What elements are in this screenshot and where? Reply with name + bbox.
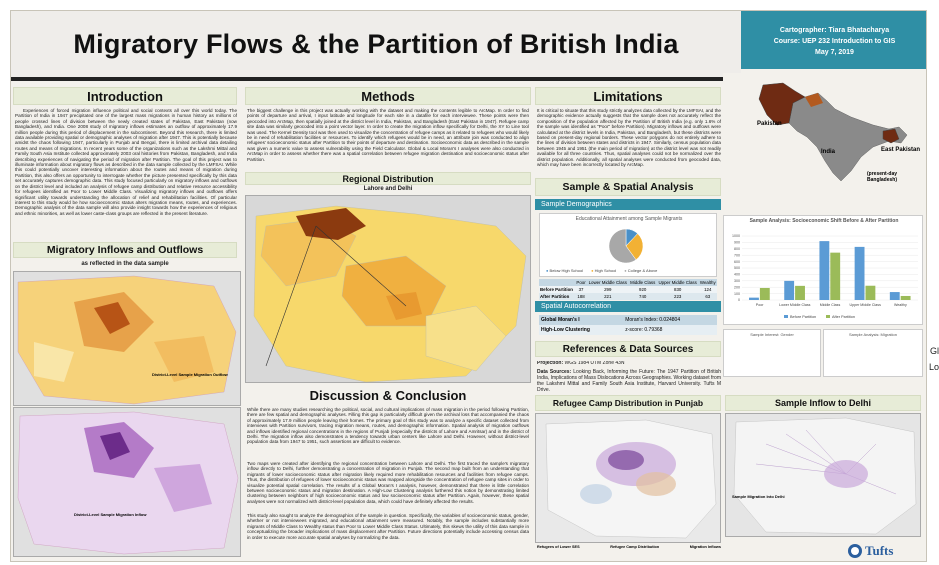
- demographics-table: [539, 279, 717, 300]
- socioeconomic-chart: [723, 215, 923, 325]
- y-tick-label: 0: [738, 298, 740, 303]
- x-tick-label: Lower Middle Class: [779, 303, 811, 307]
- autocorrelation-table: [539, 315, 717, 335]
- y-tick-label: 400: [734, 272, 740, 277]
- y-tick-label: 600: [734, 259, 740, 264]
- discussion-text-1: While there are many studies researching the political, social, and cultural implications of mass migration in the period following Partition, there are few spatial and demographic analyses. Filling this gap is particularly difficult given the archival loss that accompanied the chaos of approximately 17.9 million people leaving their homes. The primary goal of this study was to analyze a specific dataset collected from interviews with Partition survivors, tracing migration means, routes, and demographic information. Spatial analysis of migration outflows and inflows identified regional concentrations in the regions of Punjab (especially the districts of Lahore and Amritsar) and in the district of Delhi. The migration inflow also demonstrates a tendency towards urban centers like Lahore and Delhi. However, without district-level population data from 1947 to 1951, such assertions are difficult to evidence.: [247, 407, 529, 445]
- y-tick-label: 500: [734, 266, 740, 271]
- sources-label: Data Sources:: [537, 369, 572, 375]
- table-row: High-Low Clustering z-score: 0.79368: [539, 325, 717, 335]
- regional-heading: Regional Distribution: [245, 172, 531, 185]
- methods-heading: Methods: [245, 87, 531, 105]
- poster: [10, 10, 927, 562]
- legend-refugees-lower-ses: Refugees of Lower SES: [537, 545, 580, 549]
- delhi-heading: Sample Inflow to Delhi: [725, 395, 921, 411]
- credits-box: [741, 11, 927, 69]
- migration-chart-title: Sample Analysis: Migration: [848, 332, 898, 337]
- regional-map: [245, 195, 531, 383]
- introduction-text: Experiences of forced migration influence political and social contexts all over this world today. The Partition of India in 1947 precipitated one of the largest mass migrations in human history as millions of people crossed lines of division between the newly created states of Pakistan, East Pakistan (now Bangladesh), and India. One 2008 study of migratory inflows estimates an outflow of approximately 17.9 million people during this period of displacement in the subcontinent. Beyond this research, there is limited data available providing spatial or demographic analyses of migration after 1947. This is potentially because amidst the chaos following 1947, particularly in Punjab and Bengal, there is limited archival data detailing routes and means of migrations. In recent years some of the organizations such as the Lakshmi Mittal and Family South Asia Institute collected approximately 2003 oral histories from Pakistan, Bangladesh, and India describing experiences of navigating the period of migration after Partition. The goal of this project was to illuminate information about migratory flows as described in the data sample collected by the LMFSAI. While this could potentially uncover interesting information about the routes and means of migration during Partition, this also offers an opportunity to interrogate whether the picture presented specifically by this data set accurately captures demographic data. This study focused particularly on migratory inflows and outflows on the district level and included an analysis of refugee camp distribution and relative resource accessibility for refugees identified as Poor to Lower Middle Class. Visualizing migratory inflows and outflows offers significant utility towards understanding the allocation of relief and rehabilitation facilities. Of particular interest to this study would be how socioeconomic status alters migration means, routes, and experiences. Demographic analysis of the data sample will also provide insight towards how the experiences of religious and ethnic minorities, as well as lower caste-class groups are reflected in the present literature.: [15, 108, 237, 216]
- tufts-wordmark: Tufts: [865, 543, 894, 558]
- pie-legend-item: ● High School: [591, 268, 617, 273]
- tufts-logo: [847, 541, 927, 561]
- pakistan-label: Pakistan: [757, 121, 782, 127]
- legend-swatch: [826, 315, 830, 318]
- cropped-text-2: Lo: [928, 362, 939, 372]
- table-row: Global Moran's I Moran's Index: 0.024804: [539, 315, 717, 325]
- poster-title: Migratory Flows & the Partition of British India: [73, 28, 679, 59]
- bar-before-partition: [784, 281, 794, 300]
- legend-swatch: [784, 315, 788, 318]
- legend-camp-distribution: Refugee Camp Distribution: [610, 545, 660, 549]
- course: Course: UEP 232 Introduction to GIS: [773, 38, 896, 45]
- bar-after-partition: [830, 253, 840, 300]
- outflow-legend-title: District-Level Sample Migration Outflow: [152, 372, 228, 377]
- demographics-bar: Sample Demographics: [535, 199, 721, 210]
- pie-title: Educational Attainment among Sample Migrants: [575, 216, 683, 222]
- bar-after-partition: [865, 286, 875, 300]
- refugee-legend: [537, 545, 721, 549]
- discussion-text-3: This study also sought to analyze the demographics of the sample in question. Specifically, the variables of socioeconomic status, gender, whether or not interviewees migrated, and educational attainment were measured. Notably, the sample includes substantially more migrants of Middle Class to Wealthy status than Poor to Lower Middle Class Status. Ultimately, this skews the utility of this data sample in conceptualizing the broader implications of mass displacement after Partition. Future directions potentially include accessing census data in order to execute more accurate spatial analyses by normalizing the data.: [247, 513, 529, 540]
- x-tick-label: Upper Middle Class: [849, 303, 881, 307]
- y-tick-label: 300: [734, 279, 740, 283]
- x-tick-label: Wealthy: [893, 303, 907, 307]
- discussion-heading: Discussion & Conclusion: [245, 385, 531, 405]
- east-pakistan-label: East Pakistan: [881, 147, 921, 153]
- pie-legend-item: ● Below High School: [546, 268, 584, 273]
- sample-heading: Sample & Spatial Analysis: [535, 178, 721, 196]
- tufts-seal-icon: [847, 543, 863, 559]
- bar-before-partition: [855, 247, 865, 300]
- y-tick-label: 800: [734, 247, 740, 251]
- bar-chart-svg: [724, 232, 924, 326]
- chart-title: Sample Analysis: Socioeconomic Shift Before & After Partition: [749, 218, 899, 224]
- bar-after-partition: [795, 286, 805, 300]
- projection-line: [537, 361, 721, 369]
- bar-after-partition: [760, 288, 770, 300]
- title-banner: [11, 11, 741, 81]
- references-heading: References & Data Sources: [535, 341, 721, 357]
- projection-label: Projection:: [537, 361, 564, 366]
- table-row: After Partition 188 221 740 223 63: [539, 293, 717, 300]
- inflow-map: [13, 407, 241, 557]
- limitations-text: It is critical to situate that this study strictly analyzes data collected by the LMFSAI, and the demographic evidence actually suggests that the sample does not accurately reflect the composition of the population affected by the Partition of British India (e.g. only 1.6% of the sample was identified as "Poor" before Partition). Migratory inflows and outflows were calculated at the district levels in India, Pakistan, and Bangladesh, but these districts were based on present-day regional borders. These vector polygons do not entirely adhere to the lines of division between states and districts in 1947. Similarly, census population data between 1945 and 1951 (the main period of migration) at the district level was not readily available for all three countries. Thus, spatial analyses could not be normalized over the district population. Additionally, all spatial analyses were conducted from geocoded data, which may have been incorrectly located by ArcMap.: [537, 108, 721, 168]
- discussion-text-2: Two maps were created after identifying the regional concentration between Lahore and Delhi. The first traced the sample's migratory inflow directly to Delhi, further demonstrating a concentration of migration in Punjab. The second map built from an understanding that migrants of lower socioeconomic status after migration likely required more rehabilitation resources and facilities from refugee camps. Thus, the distribution of refugees of lower socioeconomic status was mapped alongside the concentration of refugee camp sites in order to visualize potential spatial correlation. The results of a Global Moran's I analysis, however, demonstrated that there is little correlation between socioeconomic status and migration destination. A High-Low Clustering analysis furthered this notion by demonstrating limited clustering between neighbors of high socioeconomic status and low socioeconomic status after Partition. Again, however, these spatial analyses were not normalized with district-level population data, which could have definitely affected the results.: [247, 461, 529, 504]
- date: May 7, 2019: [815, 49, 854, 56]
- legend-label: After Partition: [832, 315, 856, 319]
- delhi-map: [725, 413, 921, 537]
- sources-value: Looking Back, Informing the Future: The 1947 Partition of British India, Implications of Mass Dislocations Across Geographies. Working dataset from the Lakshmi Mittal and Family South Asia Institute, Harvard University. Tufts M Drive.: [537, 369, 721, 393]
- inflows-heading: Migratory Inflows and Outflows: [13, 242, 237, 258]
- delhi-legend-title: Sample Migration Into Delhi: [732, 494, 785, 499]
- y-tick-label: 1000: [732, 234, 740, 239]
- outflow-map: [13, 271, 241, 406]
- table-row: Before Partition 37 299 920 830 124: [539, 286, 717, 293]
- gender-chart-title: Sample Interest: Gender: [750, 332, 794, 337]
- y-tick-label: 200: [734, 285, 740, 290]
- autocorrelation-bar: Spatial Autocorrelation: [535, 301, 721, 312]
- pie-legend-item: ● College & Above: [624, 268, 658, 273]
- education-pie: [606, 226, 646, 266]
- refugee-heading: Refugee Camp Distribution in Punjab: [535, 395, 721, 411]
- table-header-row: Poor Lower Middle Class Middle Class Upper Middle Class Wealthy: [539, 279, 717, 286]
- inflow-legend-title: District-Level Sample Migration Inflow: [74, 512, 147, 517]
- legend-migration-inflows: Migration Inflows: [689, 545, 721, 549]
- y-tick-label: 700: [734, 253, 740, 258]
- introduction-heading: Introduction: [13, 87, 237, 105]
- india-label: India: [821, 149, 836, 155]
- cropped-text-1: Gl: [930, 346, 939, 356]
- legend-label: Before Partition: [790, 315, 817, 319]
- bar-before-partition: [890, 292, 900, 300]
- bar-after-partition: [901, 296, 911, 300]
- refugee-map: [535, 413, 721, 543]
- bar-before-partition: [749, 298, 759, 300]
- sources-line: [537, 369, 721, 395]
- gender-chart: [723, 329, 821, 377]
- projection-value: WGS 1984 UTM Zone 43N: [564, 361, 625, 366]
- limitations-heading: Limitations: [535, 87, 721, 105]
- south-asia-map: [723, 73, 927, 183]
- bangladesh-label: (present-day Bangladesh): [867, 171, 898, 183]
- x-tick-label: Poor: [755, 303, 764, 307]
- regional-subheading: Lahore and Delhi: [363, 186, 413, 192]
- bar-before-partition: [819, 241, 829, 300]
- inflows-subheading: as reflected in the data sample: [81, 261, 169, 267]
- pie-legend: [546, 268, 716, 273]
- migration-chart: [823, 329, 923, 377]
- methods-text: The biggest challenge in this project was actually working with the dataset and making the contents legible to ArcMap. In order to find points of departure and arrival, I input latitude and longitude for each site in a datafile for each interviewee. These points were then geocoded into ArcMap, then spatially joined at the district level in India, Pakistan, and Bangladesh (East Pakistan in 1947). Refugee camp site data was similarly geocoded into a point vector layer. In order to create the migration inflow specifically for Delhi, the XY to Line tool was used. The Kernel Density tool was then used to visualize the concentration of refugee camps as it related to refugees who would likely be in need of rehabilitation facilities or resources. To identify which refugees would be in need, an attribute join was conducted to align refugees' socioeconomic status after Partition to their points of departure and destination. Socioeconomic data as described in the sample was given a numeric value to assess vulnerability using the Field Calculator. Global & Local Moran's I analyses were also conducted in ArcMap in order to assess whether there was a spatial correlation between refugee migration destination and socioeconomic status after Partition.: [247, 108, 529, 162]
- cartographer: Cartographer: Tiara Bhatacharya: [779, 27, 890, 34]
- y-tick-label: 100: [734, 291, 740, 296]
- y-tick-label: 900: [734, 240, 740, 245]
- x-tick-label: Middle Class: [819, 303, 841, 307]
- pie-panel: [539, 213, 717, 277]
